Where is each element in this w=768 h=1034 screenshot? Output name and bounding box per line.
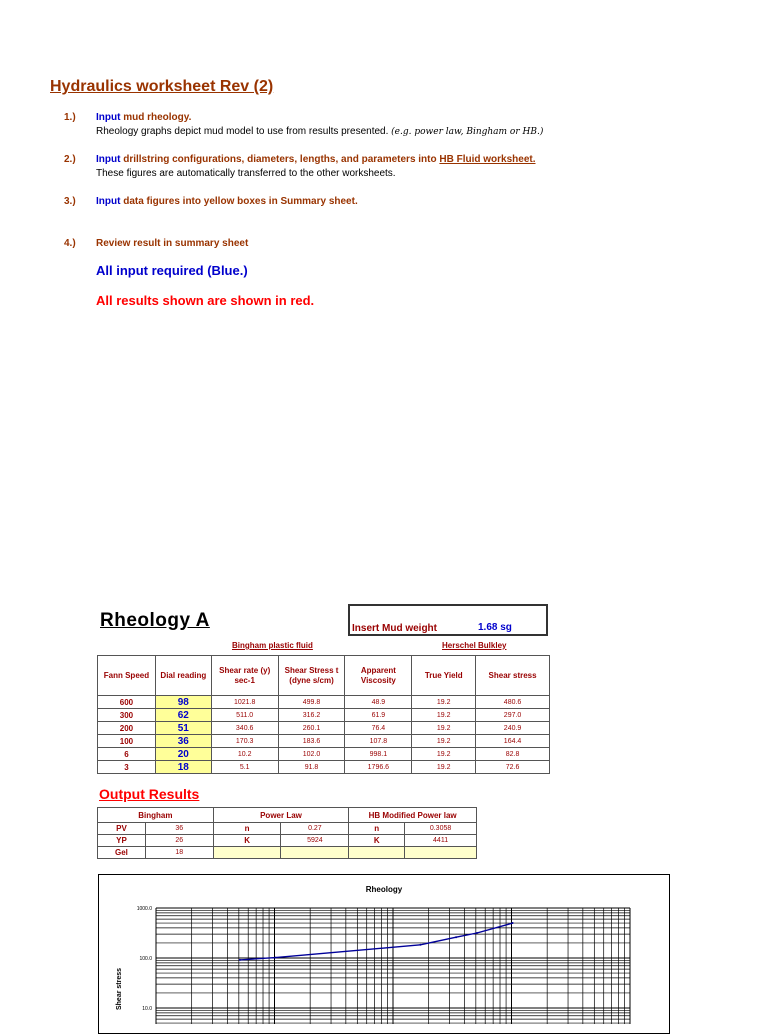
step-4-number: 4.)	[64, 238, 76, 249]
fann-speed: 200	[98, 722, 156, 735]
shear-rate: 1021.8	[211, 696, 278, 709]
mud-weight-input[interactable]: 1.68 sg	[478, 622, 512, 633]
apparent-viscosity: 48.9	[345, 696, 412, 709]
fann-speed: 600	[98, 696, 156, 709]
power-n-label: n	[213, 823, 281, 835]
table-row	[98, 835, 477, 847]
col-fann-speed: Fann Speed	[98, 656, 156, 696]
fann-speed: 6	[98, 748, 156, 761]
bingham-header: Bingham plastic fluid	[232, 641, 313, 650]
fann-speed: 3	[98, 761, 156, 774]
rheology-chart	[98, 874, 670, 1024]
step-2-input-word: Input	[96, 154, 121, 165]
apparent-viscosity: 107.8	[345, 735, 412, 748]
chart-title: Rheology	[365, 885, 403, 894]
dial-reading-input[interactable]: 36	[155, 735, 211, 748]
gel-value: 18	[145, 847, 213, 859]
hb-shear-stress: 240.9	[476, 722, 550, 735]
fann-speed: 100	[98, 735, 156, 748]
step-3-line1	[96, 196, 358, 207]
legend-results-red: All results shown are shown in red.	[96, 293, 315, 308]
hb-shear-stress: 164.4	[476, 735, 550, 748]
chart-y-tick-label: 100.0	[139, 956, 152, 962]
table-row	[98, 823, 477, 835]
step-3-text: data figures into yellow boxes in Summary sheet.	[120, 196, 358, 207]
col-apparent-viscosity: Apparent Viscosity	[345, 656, 412, 696]
dial-reading-input[interactable]: 20	[155, 748, 211, 761]
output-header-row	[98, 808, 477, 823]
col-shear-stress: Shear Stress t (dyne s/cm)	[278, 656, 345, 696]
shear-rate: 511.0	[211, 709, 278, 722]
chart-y-axis-label: Shear stress	[116, 967, 123, 1011]
chart-y-tick-label: 10.0	[142, 1006, 152, 1012]
shear-rate: 340.6	[211, 722, 278, 735]
col-shear-rate: Shear rate (y) sec-1	[211, 656, 278, 696]
true-yield: 19.2	[412, 722, 476, 735]
hb-shear-stress: 297.0	[476, 709, 550, 722]
apparent-viscosity: 61.9	[345, 709, 412, 722]
empty-input-cell[interactable]	[405, 847, 477, 859]
hb-shear-stress: 82.8	[476, 748, 550, 761]
shear-stress: 260.1	[278, 722, 345, 735]
dial-reading-input[interactable]: 18	[155, 761, 211, 774]
hb-shear-stress: 72.6	[476, 761, 550, 774]
output-results-title: Output Results	[99, 786, 200, 802]
col-dial-reading: Dial reading	[155, 656, 211, 696]
step-1-text: mud rheology.	[120, 112, 192, 123]
step-3-number: 3.)	[64, 196, 76, 207]
rheology-title: Rheology A	[100, 610, 210, 631]
dial-reading-input[interactable]: 98	[155, 696, 211, 709]
table-row	[98, 748, 550, 761]
gel-label: Gel	[98, 847, 146, 859]
table-row	[98, 709, 550, 722]
shear-rate: 5.1	[211, 761, 278, 774]
dial-reading-input[interactable]: 62	[155, 709, 211, 722]
step-1-note: (e.g. power law, Bingham or HB.)	[391, 127, 544, 137]
step-2-line1	[96, 154, 536, 165]
step-2-detail: These figures are automatically transferred to the other worksheets.	[96, 168, 396, 179]
chart-data-point	[239, 959, 241, 961]
hb-fluid-worksheet-link[interactable]: HB Fluid worksheet.	[439, 154, 536, 165]
table-row	[98, 847, 477, 859]
table-row	[98, 722, 550, 735]
yp-label: YP	[98, 835, 146, 847]
hb-k-label: K	[349, 835, 405, 847]
step-2-text: drillstring configurations, diameters, lengths, and parameters into	[120, 154, 440, 165]
hb-modified-group-header: HB Modified Power law	[349, 808, 477, 823]
true-yield: 19.2	[412, 761, 476, 774]
chart-data-point	[455, 936, 457, 938]
rheology-header-row	[98, 656, 550, 696]
true-yield: 19.2	[412, 696, 476, 709]
step-1-line1	[96, 112, 191, 123]
col-hb-shear-stress: Shear stress	[476, 656, 550, 696]
chart-series-line	[240, 923, 513, 960]
table-row	[98, 696, 550, 709]
pv-label: PV	[98, 823, 146, 835]
power-n-value: 0.27	[281, 823, 349, 835]
step-1-input-word: Input	[96, 112, 121, 123]
legend-input-blue: All input required (Blue.)	[96, 263, 248, 278]
pv-value: 36	[145, 823, 213, 835]
step-4-text: Review result in summary sheet	[96, 238, 249, 249]
empty-input-cell[interactable]	[213, 847, 281, 859]
bingham-group-header: Bingham	[98, 808, 214, 823]
shear-rate: 170.3	[211, 735, 278, 748]
hb-n-label: n	[349, 823, 405, 835]
rheology-table	[97, 655, 550, 774]
table-row	[98, 735, 550, 748]
chart-y-tick-label: 1000.0	[136, 906, 152, 912]
true-yield: 19.2	[412, 735, 476, 748]
shear-stress: 316.2	[278, 709, 345, 722]
step-1-number: 1.)	[64, 112, 76, 123]
shear-stress: 91.8	[278, 761, 345, 774]
empty-input-cell[interactable]	[349, 847, 405, 859]
hb-k-value: 4411	[405, 835, 477, 847]
shear-stress: 183.6	[278, 735, 345, 748]
shear-stress: 102.0	[278, 748, 345, 761]
empty-input-cell[interactable]	[281, 847, 349, 859]
step-1-line2	[96, 126, 543, 137]
page-title: Hydraulics worksheet Rev (2)	[50, 78, 274, 95]
apparent-viscosity: 1796.6	[345, 761, 412, 774]
chart-data-point	[419, 944, 421, 946]
step-3-input-word: Input	[96, 196, 121, 207]
chart-data-point	[476, 932, 478, 934]
yp-value: 26	[145, 835, 213, 847]
fann-speed: 300	[98, 709, 156, 722]
true-yield: 19.2	[412, 709, 476, 722]
apparent-viscosity: 76.4	[345, 722, 412, 735]
shear-stress: 499.8	[278, 696, 345, 709]
true-yield: 19.2	[412, 748, 476, 761]
apparent-viscosity: 998.1	[345, 748, 412, 761]
hb-n-value: 0.3058	[405, 823, 477, 835]
mud-weight-label: Insert Mud weight	[352, 623, 437, 634]
power-k-value: 5924	[281, 835, 349, 847]
col-true-yield: True Yield	[412, 656, 476, 696]
dial-reading-input[interactable]: 51	[155, 722, 211, 735]
power-k-label: K	[213, 835, 281, 847]
hb-shear-stress: 480.6	[476, 696, 550, 709]
step-1-detail: Rheology graphs depict mud model to use from results presented.	[96, 126, 389, 137]
chart-data-point	[275, 957, 277, 959]
output-table	[97, 807, 477, 859]
shear-rate: 10.2	[211, 748, 278, 761]
chart-data-point	[512, 922, 514, 924]
herschel-header: Herschel Bulkley	[442, 641, 507, 650]
power-law-group-header: Power Law	[213, 808, 349, 823]
table-row	[98, 761, 550, 774]
step-2-number: 2.)	[64, 154, 76, 165]
